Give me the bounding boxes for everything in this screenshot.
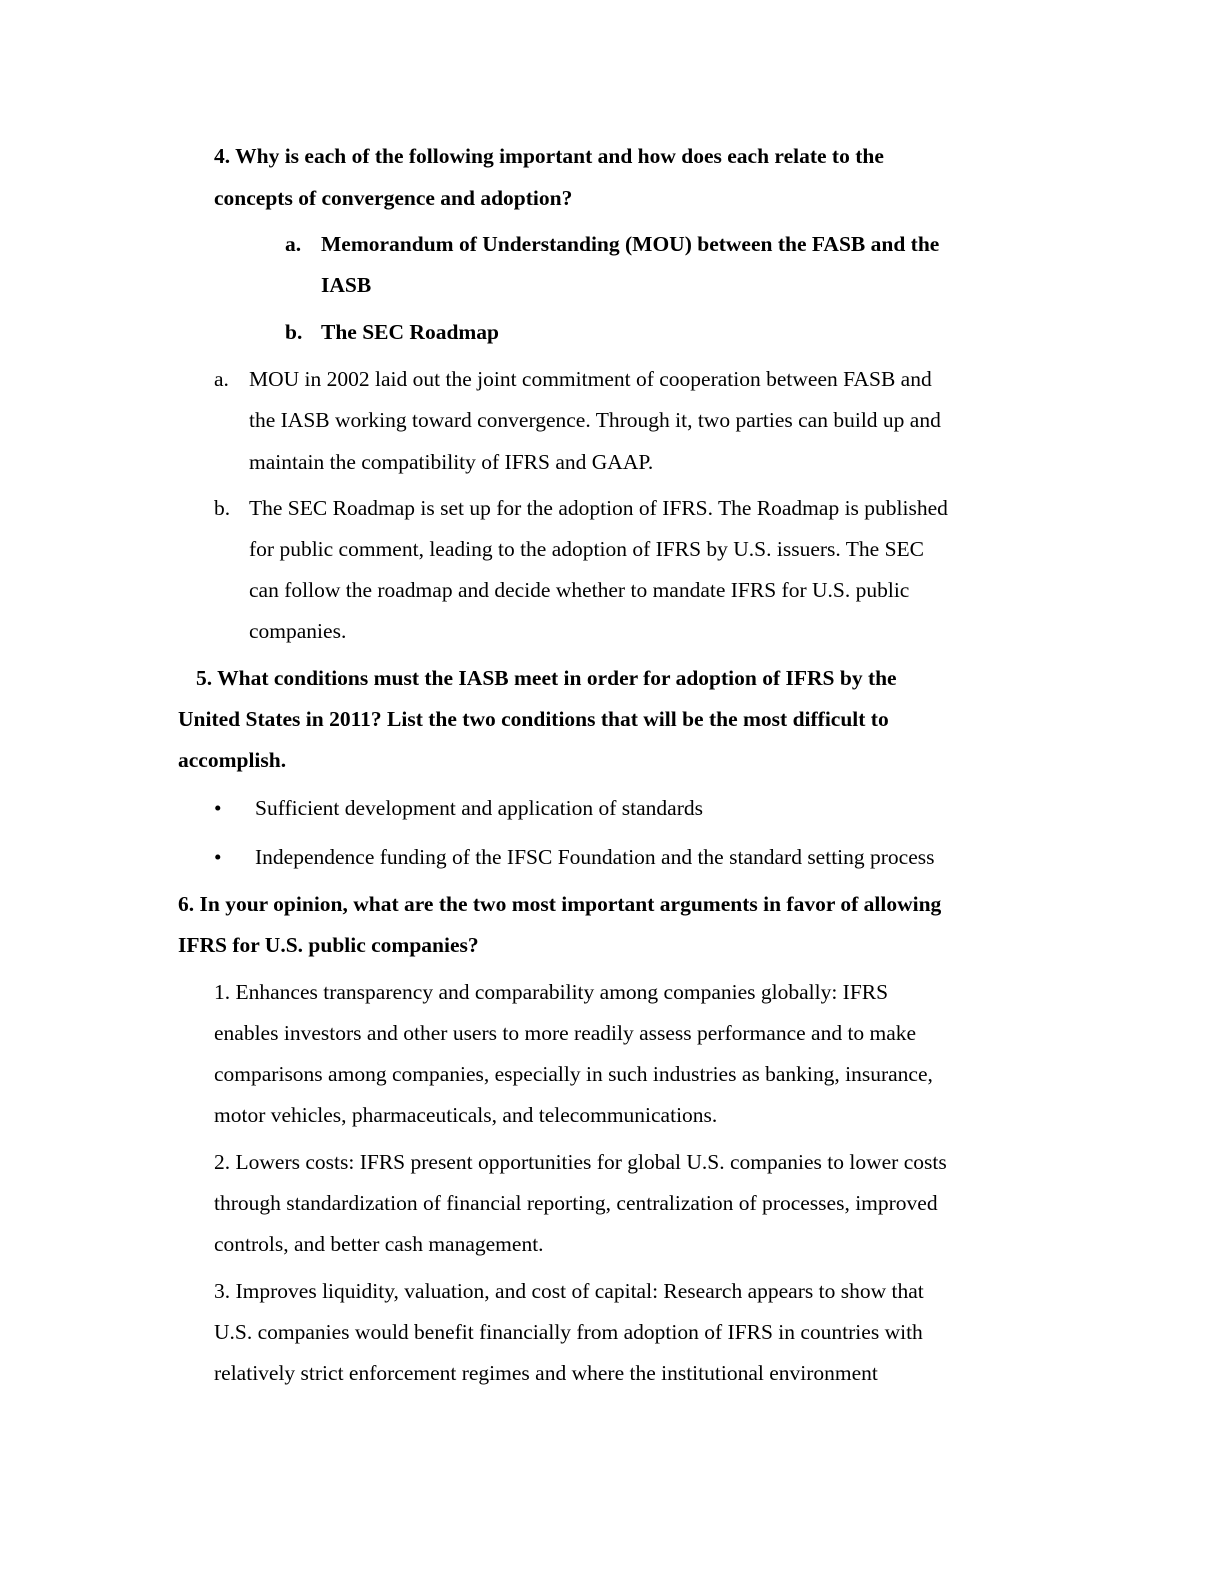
question-6-line-1: 6. In your opinion, what are the two most important arguments in favor of allowing — [178, 892, 942, 916]
answer-marker-a: a. — [214, 367, 229, 391]
answer-b-line-3: can follow the roadmap and decide whether to mandate IFRS for U.S. public — [249, 578, 910, 602]
argument-2-line-3: controls, and better cash management. — [214, 1232, 544, 1256]
argument-1-line-3: comparisons among companies, especially in such industries as banking, insurance, — [214, 1062, 933, 1086]
argument-3-line-2: U.S. companies would benefit financially from adoption of IFRS in countries with — [214, 1320, 923, 1344]
argument-2-line-2: through standardization of financial reporting, centralization of processes, improved — [214, 1191, 938, 1215]
answer-marker-b: b. — [214, 496, 231, 520]
argument-1-line-4: motor vehicles, pharmaceuticals, and telecommunications. — [214, 1103, 718, 1127]
argument-1-line-1: 1. Enhances transparency and comparability among companies globally: IFRS — [214, 980, 889, 1004]
sub-item-marker-b: b. — [285, 320, 303, 344]
answer-a-line-3: maintain the compatibility of IFRS and GAAP. — [249, 450, 654, 474]
bullet-item-1: Sufficient development and application of standards — [255, 796, 703, 820]
sub-item-a-line-1: Memorandum of Understanding (MOU) between the FASB and the — [321, 232, 940, 256]
argument-3-line-1: 3. Improves liquidity, valuation, and cost of capital: Research appears to show that — [214, 1279, 924, 1303]
question-5-line-1: 5. What conditions must the IASB meet in order for adoption of IFRS by the — [196, 666, 897, 690]
question-4-line-1: 4. Why is each of the following important and how does each relate to the — [214, 144, 884, 168]
answer-a-line-1: MOU in 2002 laid out the joint commitment of cooperation between FASB and — [249, 367, 932, 391]
sub-item-marker-a: a. — [285, 232, 302, 256]
argument-3-line-3: relatively strict enforcement regimes and where the institutional environment — [214, 1361, 878, 1385]
argument-2-line-1: 2. Lowers costs: IFRS present opportunities for global U.S. companies to lower costs — [214, 1150, 947, 1174]
bullet-item-2: Independence funding of the IFSC Foundation and the standard setting process — [255, 845, 935, 869]
question-4-line-2: concepts of convergence and adoption? — [214, 186, 573, 210]
question-6-line-2: IFRS for U.S. public companies? — [178, 933, 479, 957]
answer-a-line-2: the IASB working toward convergence. Through it, two parties can build up and — [249, 408, 941, 432]
answer-b-line-1: The SEC Roadmap is set up for the adoption of IFRS. The Roadmap is published — [249, 496, 948, 520]
bullet-icon: • — [214, 796, 222, 820]
answer-b-line-4: companies. — [249, 619, 347, 643]
answer-b-line-2: for public comment, leading to the adoption of IFRS by U.S. issuers. The SEC — [249, 537, 925, 561]
bullet-icon: • — [214, 845, 222, 869]
question-5-line-2: United States in 2011? List the two conditions that will be the most difficult to — [178, 707, 889, 731]
sub-item-a-line-2: IASB — [321, 273, 372, 297]
argument-1-line-2: enables investors and other users to more readily assess performance and to make — [214, 1021, 917, 1045]
question-5-line-3: accomplish. — [178, 748, 287, 772]
sub-item-b-line-1: The SEC Roadmap — [321, 320, 500, 344]
